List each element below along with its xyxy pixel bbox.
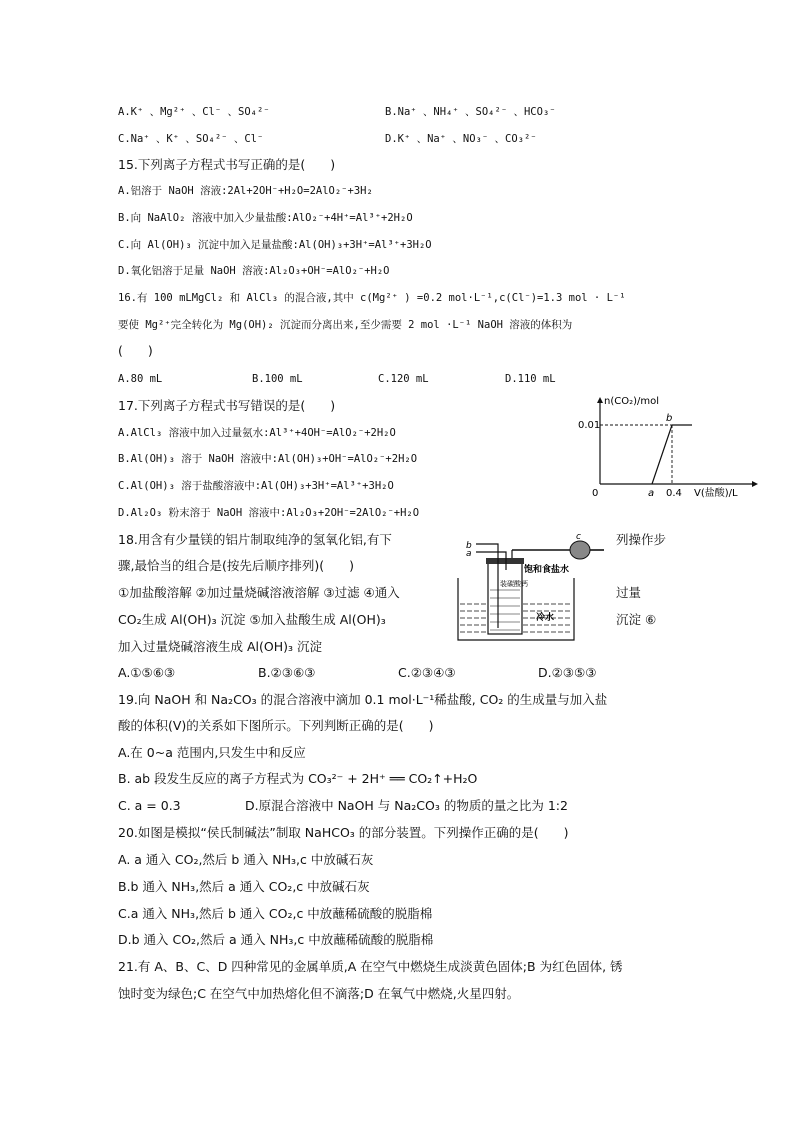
q16-option-c: C.120 mL <box>378 373 429 385</box>
q20-stem: 20.如图是模拟“侯氏制碱法”制取 NaHCO₃ 的部分装置。下列操作正确的是( ) <box>118 825 569 840</box>
q19-stem-line1: 19.向 NaOH 和 Na₂CO₃ 的混合溶液中滴加 0.1 mol·L⁻¹稀盐酸, CO₂ 的生成量与加入盐 <box>118 692 608 707</box>
q18-steps-line2-right: 沉淀 ⑥ <box>616 612 657 627</box>
apparatus-diagram <box>452 528 610 646</box>
graph-y-axis-label: n(CO₂)/mol <box>604 396 660 407</box>
apparatus-label-inner: 装碳酸钙 <box>500 580 528 588</box>
q17-option-d: D.Al₂O₃ 粉末溶于 NaOH 溶液中:Al₂O₃+2OH⁻=2AlO₂⁻+H₂O <box>118 507 420 519</box>
graph-y-tick: 0.01 <box>578 420 601 431</box>
graph-origin: 0 <box>592 488 599 499</box>
q16-paren: ( ) <box>118 343 153 358</box>
q18-option-d: D.②③⑤③ <box>538 665 597 680</box>
q14-option-b: B.Na⁺ 、NH₄⁺ 、SO₄²⁻ 、HCO₃⁻ <box>385 106 556 118</box>
q20-option-a: A. a 通入 CO₂,然后 b 通入 NH₃,c 中放碱石灰 <box>118 852 374 867</box>
q15-option-b: B.向 NaAlO₂ 溶液中加入少量盐酸:AlO₂⁻+4H⁺=Al³⁺+2H₂O <box>118 212 413 224</box>
graph-x-tick: 0.4 <box>666 488 682 499</box>
q21-line2: 蚀时变为绿色;C 在空气中加热熔化但不滴落;D 在氧气中燃烧,火星四射。 <box>118 986 520 1001</box>
q18-stem-line1: 18.用含有少量镁的铝片制取纯净的氢氧化铝,有下 <box>118 532 392 547</box>
apparatus-label-brine: 饱和食盐水 <box>524 565 570 575</box>
q17-option-c: C.Al(OH)₃ 溶于盐酸溶液中:Al(OH)₃+3H⁺=Al³⁺+3H₂O <box>118 480 394 492</box>
q18-option-b: B.②③⑥③ <box>258 665 316 680</box>
q16-stem-line1: 16.有 100 mLMgCl₂ 和 AlCl₃ 的混合液,其中 c(Mg²⁺ ) =0.2 mol·L⁻¹,c(Cl⁻)=1.3 mol · L⁻¹ <box>118 292 626 304</box>
q15-stem: 15.下列离子方程式书写正确的是( ) <box>118 157 336 172</box>
q18-stem-line1-right: 列操作步 <box>616 532 667 547</box>
q16-stem-line2: 要使 Mg²⁺完全转化为 Mg(OH)₂ 沉淀而分离出来,至少需要 2 mol ·L⁻¹ NaOH 溶液的体积为 <box>118 319 573 331</box>
co2-volume-graph <box>570 392 770 502</box>
q18-stem-line2: 骤,最恰当的组合是(按先后顺序排列)( ) <box>118 558 354 573</box>
q19-stem-line2: 酸的体积(V)的关系如下图所示。下列判断正确的是( ) <box>118 718 434 733</box>
q19-option-d: D.原混合溶液中 NaOH 与 Na₂CO₃ 的物质的量之比为 1:2 <box>245 798 568 813</box>
q17-stem: 17.下列离子方程式书写错误的是( ) <box>118 398 336 413</box>
apparatus-label-c: c <box>576 532 581 542</box>
q14-option-a: A.K⁺ 、Mg²⁺ 、Cl⁻ 、SO₄²⁻ <box>118 106 270 118</box>
q19-option-a: A.在 0~a 范围内,只发生中和反应 <box>118 745 306 760</box>
q17-option-a: A.AlCl₃ 溶液中加入过量氨水:Al³⁺+4OH⁻=AlO₂⁻+2H₂O <box>118 427 396 439</box>
q14-option-d: D.K⁺ 、Na⁺ 、NO₃⁻ 、CO₃²⁻ <box>385 133 537 145</box>
q20-option-b: B.b 通入 NH₃,然后 a 通入 CO₂,c 中放碱石灰 <box>118 879 370 894</box>
q19-option-c: C. a = 0.3 <box>118 798 181 813</box>
apparatus-label-b: b <box>466 541 472 551</box>
q15-option-d: D.氧化铝溶于足量 NaOH 溶液:Al₂O₃+OH⁻=AlO₂⁻+H₂O <box>118 265 390 277</box>
q15-option-c: C.向 Al(OH)₃ 沉淀中加入足量盐酸:Al(OH)₃+3H⁺=Al³⁺+3H₂O <box>118 239 432 251</box>
graph-point-a-label: a <box>648 488 655 499</box>
apparatus-label-a: a <box>466 549 472 559</box>
q18-option-a: A.①⑤⑥③ <box>118 665 176 680</box>
q16-option-a: A.80 mL <box>118 373 163 385</box>
q19-option-b: B. ab 段发生反应的离子方程式为 CO₃²⁻ + 2H⁺ ══ CO₂↑+H₂O <box>118 771 478 786</box>
q18-steps-line2: CO₂生成 Al(OH)₃ 沉淀 ⑤加入盐酸生成 Al(OH)₃ <box>118 612 386 627</box>
q14-option-c: C.Na⁺ 、K⁺ 、SO₄²⁻ 、Cl⁻ <box>118 133 264 145</box>
q18-option-c: C.②③④③ <box>398 665 456 680</box>
q16-option-d: D.110 mL <box>505 373 556 385</box>
q17-option-b: B.Al(OH)₃ 溶于 NaOH 溶液中:Al(OH)₃+OH⁻=AlO₂⁻+2H₂O <box>118 453 418 465</box>
q15-option-a: A.铝溶于 NaOH 溶液:2Al+2OH⁻+H₂O=2AlO₂⁻+3H₂ <box>118 185 373 197</box>
q16-option-b: B.100 mL <box>252 373 303 385</box>
q18-steps-line1: ①加盐酸溶解 ②加过量烧碱溶液溶解 ③过滤 ④通入 <box>118 585 400 600</box>
apparatus-label-cold-water: 冷水 <box>536 613 555 623</box>
graph-x-axis-label: V(盐酸)/L <box>694 488 738 499</box>
q20-option-d: D.b 通入 CO₂,然后 a 通入 NH₃,c 中放蘸稀硫酸的脱脂棉 <box>118 932 434 947</box>
graph-point-b-label: b <box>666 413 673 424</box>
q18-steps-line3: 加入过量烧碱溶液生成 Al(OH)₃ 沉淀 <box>118 639 322 654</box>
q18-steps-line1-right: 过量 <box>616 585 642 600</box>
q21-line1: 21.有 A、B、C、D 四种常见的金属单质,A 在空气中燃烧生成淡黄色固体;B 为红色固体, 锈 <box>118 959 623 974</box>
q20-option-c: C.a 通入 NH₃,然后 b 通入 CO₂,c 中放蘸稀硫酸的脱脂棉 <box>118 906 433 921</box>
